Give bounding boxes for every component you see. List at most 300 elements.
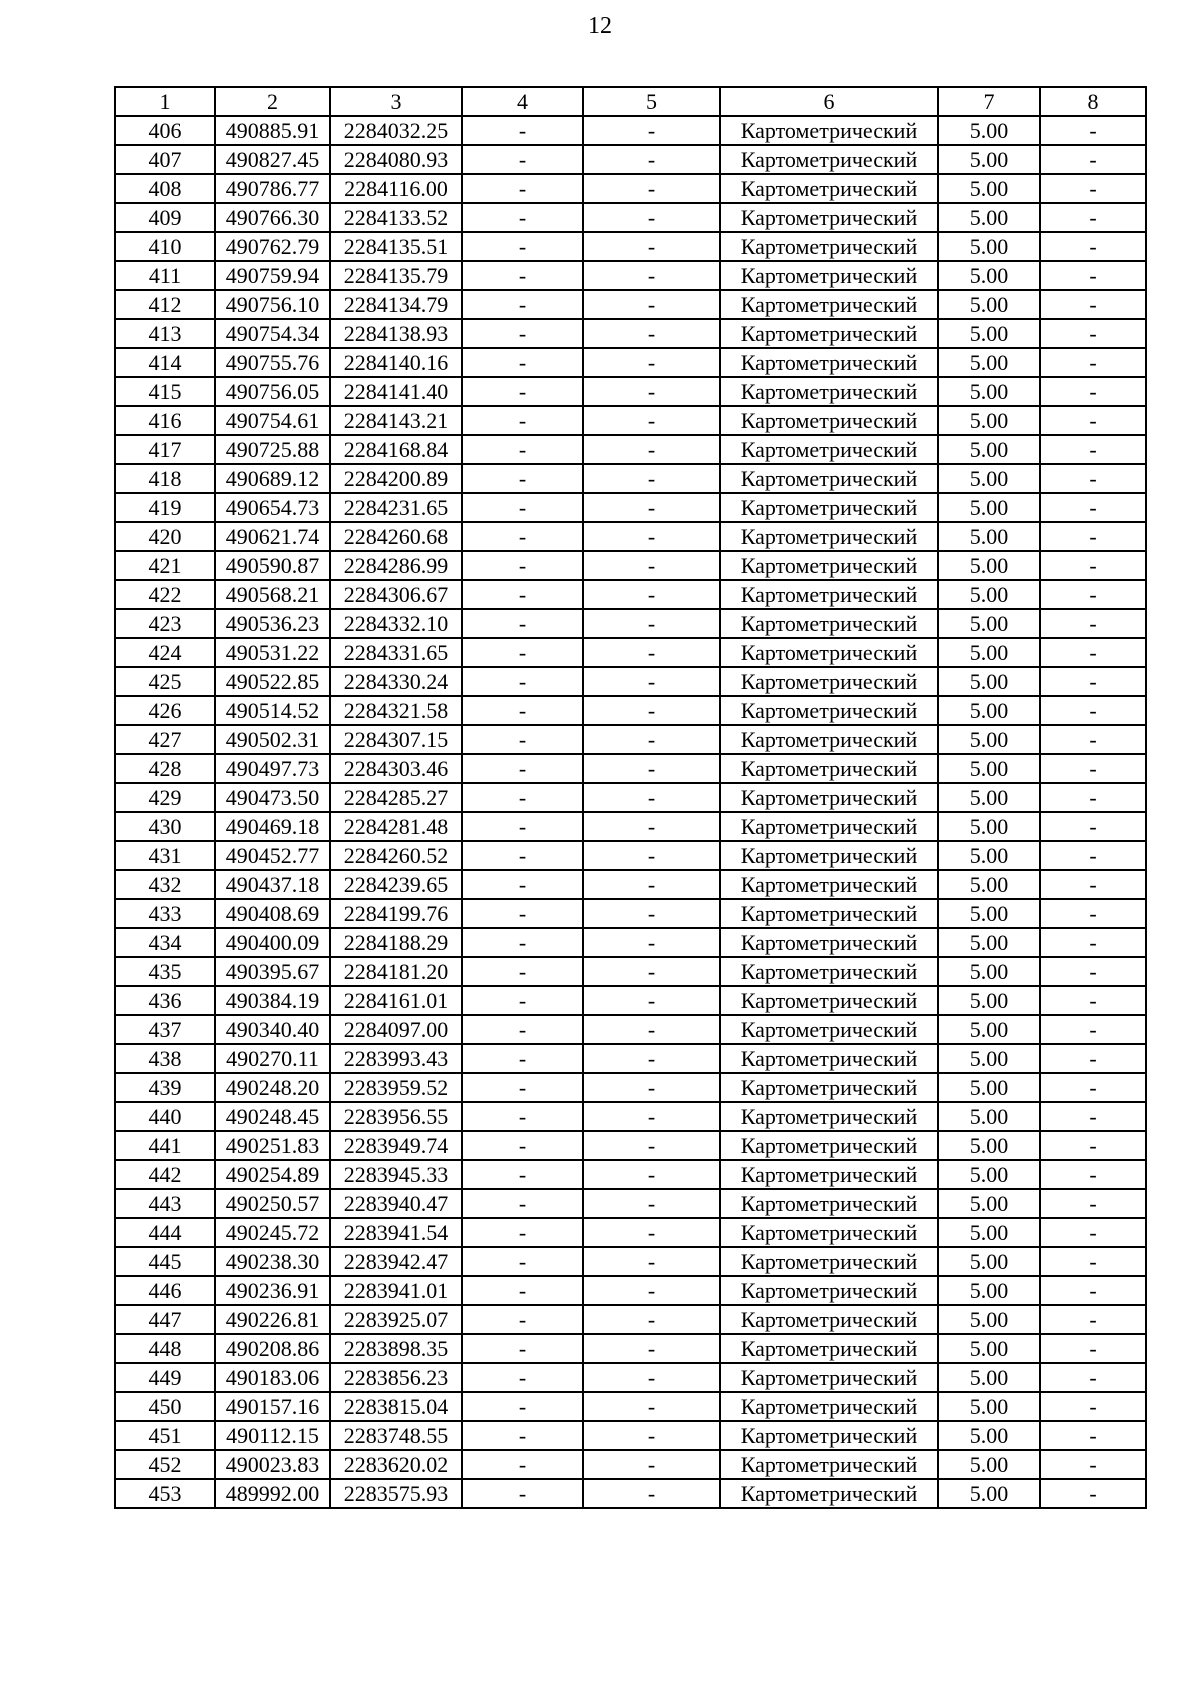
table-cell: 490437.18	[215, 870, 330, 899]
table-cell: 435	[115, 957, 215, 986]
table-cell: 5.00	[938, 754, 1040, 783]
table-cell: 2283956.55	[330, 1102, 462, 1131]
table-row	[115, 1073, 1146, 1102]
table-cell: 490522.85	[215, 667, 330, 696]
table-row	[115, 551, 1146, 580]
table-cell: Картометрический	[720, 174, 938, 203]
table-cell: -	[462, 174, 583, 203]
table-row	[115, 377, 1146, 406]
table-cell: -	[462, 1189, 583, 1218]
table-row	[115, 1363, 1146, 1392]
table-cell: -	[1040, 754, 1146, 783]
table-cell: 2284032.25	[330, 116, 462, 145]
table-cell: Картометрический	[720, 609, 938, 638]
table-cell: -	[1040, 1305, 1146, 1334]
table-cell: Картометрический	[720, 116, 938, 145]
table-cell: -	[462, 638, 583, 667]
table-cell: -	[462, 435, 583, 464]
table-cell: 432	[115, 870, 215, 899]
table-cell: 5.00	[938, 841, 1040, 870]
table-cell: 490251.83	[215, 1131, 330, 1160]
table-cell: 490754.34	[215, 319, 330, 348]
table-cell: Картометрический	[720, 899, 938, 928]
coordinates-table	[114, 86, 1147, 1509]
table-row	[115, 1218, 1146, 1247]
table-cell: 490654.73	[215, 493, 330, 522]
table-cell: 414	[115, 348, 215, 377]
table-cell: 490754.61	[215, 406, 330, 435]
table-cell: 410	[115, 232, 215, 261]
table-cell: -	[1040, 1160, 1146, 1189]
table-cell: -	[583, 261, 720, 290]
table-cell: -	[1040, 261, 1146, 290]
table-cell: -	[583, 1305, 720, 1334]
table-cell: 490245.72	[215, 1218, 330, 1247]
table-cell: -	[462, 870, 583, 899]
table-row	[115, 319, 1146, 348]
table-cell: 490755.76	[215, 348, 330, 377]
table-row	[115, 435, 1146, 464]
table-cell: 2284138.93	[330, 319, 462, 348]
table-cell: 2284199.76	[330, 899, 462, 928]
table-cell: 2284134.79	[330, 290, 462, 319]
table-cell: 2283949.74	[330, 1131, 462, 1160]
table-cell: -	[462, 1392, 583, 1421]
table-cell: 5.00	[938, 1102, 1040, 1131]
table-cell: Картометрический	[720, 1131, 938, 1160]
table-cell: -	[462, 957, 583, 986]
table-cell: -	[462, 377, 583, 406]
table-cell: 5.00	[938, 1160, 1040, 1189]
table-row	[115, 290, 1146, 319]
table-cell: -	[462, 1160, 583, 1189]
table-cell: -	[1040, 841, 1146, 870]
table-cell: -	[583, 116, 720, 145]
table-cell: -	[1040, 696, 1146, 725]
table-cell: 490023.83	[215, 1450, 330, 1479]
table-cell: -	[462, 986, 583, 1015]
table-cell: 5.00	[938, 1392, 1040, 1421]
table-cell: Картометрический	[720, 203, 938, 232]
table-row	[115, 638, 1146, 667]
table-cell: -	[462, 116, 583, 145]
table-cell: 5.00	[938, 1479, 1040, 1508]
table-cell: -	[1040, 1131, 1146, 1160]
table-cell: 490452.77	[215, 841, 330, 870]
table-cell: 437	[115, 1015, 215, 1044]
table-cell: 490208.86	[215, 1334, 330, 1363]
table-cell: 2283856.23	[330, 1363, 462, 1392]
table-row	[115, 986, 1146, 1015]
table-row	[115, 1102, 1146, 1131]
table-row	[115, 261, 1146, 290]
table-cell: 5.00	[938, 493, 1040, 522]
table-cell: -	[1040, 725, 1146, 754]
table-cell: 407	[115, 145, 215, 174]
table-cell: -	[462, 1073, 583, 1102]
table-cell: -	[583, 957, 720, 986]
table-cell: -	[462, 1131, 583, 1160]
table-cell: -	[1040, 1334, 1146, 1363]
table-cell: -	[583, 145, 720, 174]
table-cell: Картометрический	[720, 377, 938, 406]
table-cell: 5.00	[938, 261, 1040, 290]
table-cell: -	[1040, 116, 1146, 145]
table-cell: -	[583, 1334, 720, 1363]
table-cell: 2284231.65	[330, 493, 462, 522]
table-cell: 431	[115, 841, 215, 870]
table-cell: -	[462, 928, 583, 957]
table-cell: 490236.91	[215, 1276, 330, 1305]
table-cell: 2284239.65	[330, 870, 462, 899]
table-cell: 490408.69	[215, 899, 330, 928]
table-cell: -	[1040, 957, 1146, 986]
table-cell: -	[462, 493, 583, 522]
table-cell: -	[583, 1392, 720, 1421]
table-cell: 490531.22	[215, 638, 330, 667]
table-cell: 490786.77	[215, 174, 330, 203]
table-cell: 490756.10	[215, 290, 330, 319]
table-cell: 440	[115, 1102, 215, 1131]
table-cell: -	[583, 348, 720, 377]
table-cell: Картометрический	[720, 435, 938, 464]
table-cell: -	[583, 1450, 720, 1479]
table-cell: 2284141.40	[330, 377, 462, 406]
table-cell: -	[1040, 348, 1146, 377]
table-cell: Картометрический	[720, 1276, 938, 1305]
table-cell: 2284135.79	[330, 261, 462, 290]
table-cell: -	[583, 1218, 720, 1247]
table-cell: 408	[115, 174, 215, 203]
table-cell: -	[583, 725, 720, 754]
table-cell: 5.00	[938, 435, 1040, 464]
table-cell: Картометрический	[720, 348, 938, 377]
table-cell: 490157.16	[215, 1392, 330, 1421]
table-cell: -	[583, 696, 720, 725]
table-cell: Картометрический	[720, 783, 938, 812]
table-cell: -	[1040, 1015, 1146, 1044]
table-cell: Картометрический	[720, 841, 938, 870]
table-cell: Картометрический	[720, 319, 938, 348]
table-cell: -	[1040, 1450, 1146, 1479]
table-cell: 5.00	[938, 232, 1040, 261]
table-row	[115, 783, 1146, 812]
table-cell: 2284260.52	[330, 841, 462, 870]
table-cell: 411	[115, 261, 215, 290]
table-cell: -	[583, 406, 720, 435]
table-row	[115, 145, 1146, 174]
table-row	[115, 1305, 1146, 1334]
table-cell: 423	[115, 609, 215, 638]
table-row	[115, 406, 1146, 435]
table-cell: 5.00	[938, 609, 1040, 638]
table-cell: 427	[115, 725, 215, 754]
table-cell: 489992.00	[215, 1479, 330, 1508]
table-cell: 490473.50	[215, 783, 330, 812]
table-row	[115, 1392, 1146, 1421]
table-cell: -	[583, 464, 720, 493]
table-cell: 5.00	[938, 870, 1040, 899]
table-row	[115, 1015, 1146, 1044]
table-cell: 419	[115, 493, 215, 522]
table-cell: -	[583, 1479, 720, 1508]
table-cell: Картометрический	[720, 754, 938, 783]
table-row	[115, 725, 1146, 754]
table-row	[115, 1421, 1146, 1450]
table-cell: 5.00	[938, 1421, 1040, 1450]
table-cell: -	[462, 783, 583, 812]
table-cell: Картометрический	[720, 1247, 938, 1276]
table-cell: Картометрический	[720, 1073, 938, 1102]
table-cell: -	[1040, 1392, 1146, 1421]
table-cell: -	[583, 522, 720, 551]
table-cell: 421	[115, 551, 215, 580]
table-cell: 5.00	[938, 1334, 1040, 1363]
table-cell: 425	[115, 667, 215, 696]
table-cell: 490759.94	[215, 261, 330, 290]
table-cell: -	[1040, 1044, 1146, 1073]
table-cell: 422	[115, 580, 215, 609]
table-cell: -	[583, 1160, 720, 1189]
table-cell: 2283942.47	[330, 1247, 462, 1276]
column-header: 7	[938, 87, 1040, 116]
table-cell: 441	[115, 1131, 215, 1160]
table-cell: -	[1040, 1276, 1146, 1305]
table-cell: 5.00	[938, 1305, 1040, 1334]
table-cell: -	[462, 290, 583, 319]
table-cell: 2283941.01	[330, 1276, 462, 1305]
table-cell: 5.00	[938, 406, 1040, 435]
table-cell: -	[583, 783, 720, 812]
table-cell: -	[583, 1131, 720, 1160]
table-row	[115, 667, 1146, 696]
table-cell: -	[583, 638, 720, 667]
table-cell: 447	[115, 1305, 215, 1334]
table-cell: -	[1040, 1073, 1146, 1102]
table-cell: Картометрический	[720, 1102, 938, 1131]
table-cell: -	[462, 203, 583, 232]
table-cell: -	[1040, 464, 1146, 493]
table-cell: Картометрический	[720, 667, 938, 696]
table-cell: 2284143.21	[330, 406, 462, 435]
table-cell: 490514.52	[215, 696, 330, 725]
table-row	[115, 696, 1146, 725]
table-cell: -	[583, 232, 720, 261]
table-cell: 490762.79	[215, 232, 330, 261]
table-cell: -	[1040, 667, 1146, 696]
table-cell: 439	[115, 1073, 215, 1102]
table-cell: 416	[115, 406, 215, 435]
table-cell: -	[583, 1276, 720, 1305]
table-cell: 5.00	[938, 1015, 1040, 1044]
table-cell: 418	[115, 464, 215, 493]
table-row	[115, 1160, 1146, 1189]
table-cell: 438	[115, 1044, 215, 1073]
table-cell: 443	[115, 1189, 215, 1218]
table-row	[115, 1189, 1146, 1218]
table-cell: 2284200.89	[330, 464, 462, 493]
table-cell: -	[1040, 638, 1146, 667]
table-cell: -	[583, 174, 720, 203]
table-row	[115, 1044, 1146, 1073]
table-cell: Картометрический	[720, 580, 938, 609]
table-cell: 2283941.54	[330, 1218, 462, 1247]
table-cell: 2284306.67	[330, 580, 462, 609]
table-cell: Картометрический	[720, 1392, 938, 1421]
table-cell: -	[583, 928, 720, 957]
table-cell: -	[1040, 522, 1146, 551]
table-cell: -	[583, 290, 720, 319]
table-row	[115, 174, 1146, 203]
table-cell: -	[1040, 551, 1146, 580]
table-cell: 2284321.58	[330, 696, 462, 725]
table-cell: 2284260.68	[330, 522, 462, 551]
table-cell: Картометрический	[720, 1450, 938, 1479]
table-cell: 453	[115, 1479, 215, 1508]
table-cell: Картометрический	[720, 812, 938, 841]
table-cell: -	[462, 1334, 583, 1363]
table-cell: -	[1040, 1247, 1146, 1276]
table-cell: 415	[115, 377, 215, 406]
table-cell: 2284332.10	[330, 609, 462, 638]
table-cell: 5.00	[938, 986, 1040, 1015]
table-cell: 490536.23	[215, 609, 330, 638]
table-cell: 490254.89	[215, 1160, 330, 1189]
table-cell: 2284133.52	[330, 203, 462, 232]
table-cell: Картометрический	[720, 522, 938, 551]
table-cell: 2284161.01	[330, 986, 462, 1015]
table-row	[115, 580, 1146, 609]
table-cell: -	[1040, 1189, 1146, 1218]
table-cell: 2283959.52	[330, 1073, 462, 1102]
table-row	[115, 1479, 1146, 1508]
table-cell: 2283815.04	[330, 1392, 462, 1421]
table-cell: -	[583, 551, 720, 580]
table-cell: Картометрический	[720, 1421, 938, 1450]
table-cell: Картометрический	[720, 870, 938, 899]
table-cell: 448	[115, 1334, 215, 1363]
table-row	[115, 348, 1146, 377]
table-row	[115, 1450, 1146, 1479]
table-cell: -	[462, 1276, 583, 1305]
table-cell: 5.00	[938, 1073, 1040, 1102]
table-cell: 5.00	[938, 145, 1040, 174]
table-row	[115, 899, 1146, 928]
table-cell: -	[1040, 812, 1146, 841]
table-row	[115, 754, 1146, 783]
table-cell: -	[462, 348, 583, 377]
column-header: 6	[720, 87, 938, 116]
table-cell: 5.00	[938, 957, 1040, 986]
column-header: 8	[1040, 87, 1146, 116]
table-cell: -	[1040, 609, 1146, 638]
table-cell: 490502.31	[215, 725, 330, 754]
table-cell: 409	[115, 203, 215, 232]
table-row	[115, 1276, 1146, 1305]
table-cell: 2284097.00	[330, 1015, 462, 1044]
table-cell: 451	[115, 1421, 215, 1450]
table-cell: -	[583, 203, 720, 232]
table-cell: -	[1040, 406, 1146, 435]
table-cell: 449	[115, 1363, 215, 1392]
table-cell: 5.00	[938, 290, 1040, 319]
table-cell: -	[462, 1044, 583, 1073]
table-cell: -	[462, 609, 583, 638]
table-cell: 2284168.84	[330, 435, 462, 464]
table-cell: 5.00	[938, 1189, 1040, 1218]
table-cell: 426	[115, 696, 215, 725]
table-cell: -	[1040, 1479, 1146, 1508]
table-row	[115, 493, 1146, 522]
table-cell: -	[583, 1247, 720, 1276]
table-cell: -	[462, 1247, 583, 1276]
table-cell: -	[583, 580, 720, 609]
table-row	[115, 957, 1146, 986]
table-cell: 490469.18	[215, 812, 330, 841]
table-cell: -	[1040, 493, 1146, 522]
table-cell: 2284116.00	[330, 174, 462, 203]
table-cell: -	[462, 667, 583, 696]
table-cell: -	[462, 1102, 583, 1131]
table-cell: 490248.20	[215, 1073, 330, 1102]
table-cell: 2283940.47	[330, 1189, 462, 1218]
table-cell: 420	[115, 522, 215, 551]
header-row	[115, 87, 1146, 116]
table-cell: Картометрический	[720, 1305, 938, 1334]
table-cell: -	[583, 841, 720, 870]
column-header: 5	[583, 87, 720, 116]
table-cell: -	[462, 145, 583, 174]
table-cell: Картометрический	[720, 1334, 938, 1363]
table-cell: 5.00	[938, 319, 1040, 348]
table-cell: -	[462, 406, 583, 435]
table-cell: Картометрический	[720, 406, 938, 435]
table-row	[115, 1334, 1146, 1363]
table-cell: 490340.40	[215, 1015, 330, 1044]
table-cell: 444	[115, 1218, 215, 1247]
table-cell: Картометрический	[720, 551, 938, 580]
table-cell: -	[583, 899, 720, 928]
table-cell: -	[462, 1363, 583, 1392]
table-row	[115, 1247, 1146, 1276]
table-cell: -	[1040, 377, 1146, 406]
table-cell: 490112.15	[215, 1421, 330, 1450]
table-cell: 424	[115, 638, 215, 667]
table-row	[115, 464, 1146, 493]
table-cell: 5.00	[938, 1044, 1040, 1073]
table-cell: -	[583, 667, 720, 696]
table-cell: -	[1040, 899, 1146, 928]
table-row	[115, 203, 1146, 232]
table-cell: 2283925.07	[330, 1305, 462, 1334]
table-cell: -	[462, 261, 583, 290]
table-cell: 406	[115, 116, 215, 145]
table-cell: 5.00	[938, 377, 1040, 406]
table-cell: -	[583, 319, 720, 348]
table-cell: -	[1040, 1102, 1146, 1131]
table-cell: -	[1040, 435, 1146, 464]
table-cell: 490568.21	[215, 580, 330, 609]
table-cell: -	[1040, 928, 1146, 957]
table-cell: 490689.12	[215, 464, 330, 493]
table-cell: Картометрический	[720, 232, 938, 261]
page-number: 12	[588, 13, 612, 39]
table-cell: -	[462, 1305, 583, 1334]
table-cell: -	[583, 1073, 720, 1102]
table-cell: -	[583, 986, 720, 1015]
table-cell: -	[583, 812, 720, 841]
table-cell: 5.00	[938, 348, 1040, 377]
